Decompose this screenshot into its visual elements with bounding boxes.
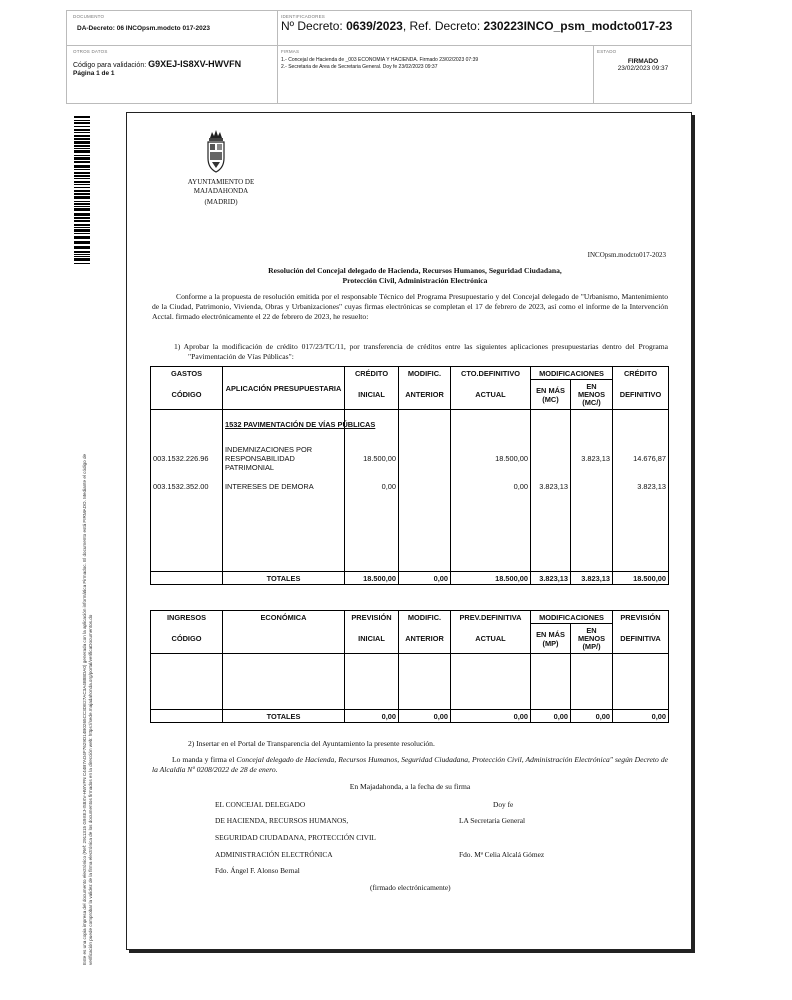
side-verification-text [82, 305, 94, 965]
barcode-stripe [74, 155, 90, 156]
documento-cell [73, 14, 273, 32]
th-en-menos: EN MENOS (MP/) [571, 624, 613, 654]
barcode-stripe [74, 141, 90, 144]
point-1: 1) Aprobar la modificación de crédito 017/23/TC/11, por transferencia de créditos entre las siguientes aplicaciones presupuestarias dentro del Programa "Pavimentación de Vías Públicas": [174, 342, 668, 361]
barcode-stripe [74, 122, 90, 124]
ref-number: 230223INCO_psm_modcto017-23 [483, 19, 673, 33]
barcode-stripe [74, 157, 90, 160]
row-menos: 3.823,13 [571, 440, 613, 478]
barcode-stripe [74, 196, 90, 199]
row-definitivo: 14.676,87 [613, 440, 669, 478]
documento-caption: DOCUMENTO [73, 14, 105, 19]
point-2: 2) Insertar en el Portal de Transparencia del Ayuntamiento la presente resolución. [188, 739, 435, 748]
row-inicial: 0,00 [345, 478, 399, 496]
estado-fecha: 23/02/2023 09:37 [617, 65, 669, 72]
barcode-stripe [74, 201, 90, 202]
th-modific: MODIFIC. [399, 611, 451, 624]
barcode-stripe [74, 184, 90, 185]
barcode-stripe [74, 172, 90, 174]
barcode-stripe [74, 129, 90, 131]
th-codigo: CÓDIGO [151, 624, 223, 654]
otros-caption: OTROS DATOS [73, 49, 108, 54]
th-inicial: INICIAL [345, 624, 399, 654]
title-line-1: Resolución del Concejal delegado de Hacienda, Recursos Humanos, Seguridad Ciudadana, [268, 266, 562, 275]
otros-datos-cell [73, 49, 273, 77]
firma-2: 2.- Secretaria de Area de Secretaria General. Doy fe 23/02/2023 09:37 [281, 64, 438, 70]
barcode-stripe [74, 116, 90, 118]
barcode-stripe [74, 165, 90, 168]
firma-left-5: Fdo. Ángel F. Alonso Bernal [215, 866, 300, 875]
barcode-stripe [74, 251, 90, 253]
pagina-label: Página 1 de 1 [73, 70, 115, 77]
th-credito-2: CRÉDITO [613, 367, 669, 380]
barcode-stripe [74, 254, 90, 255]
section-heading: 1532 PAVIMENTACIÓN DE VÍAS PÚBLICAS [223, 410, 345, 440]
th-aplicacion: APLICACIÓN PRESUPUESTARIA [223, 367, 345, 410]
barcode-stripe [74, 145, 90, 147]
th-definitivo: DEFINITIVO [613, 380, 669, 410]
firma-left-2: DE HACIENDA, RECURSOS HUMANOS, [215, 816, 349, 825]
firmas-caption: FIRMAS [281, 49, 300, 54]
total-menos: 0,00 [571, 710, 613, 723]
barcode-stripe [74, 258, 90, 261]
documento-value: DA-Decreto: 06 INCOpsm.modcto 017-2023 [77, 25, 210, 32]
total-anterior: 0,00 [399, 710, 451, 723]
barcode-stripe [74, 233, 90, 234]
barcode-stripe [74, 187, 90, 188]
ayuntamiento-label [176, 178, 266, 207]
row-aplicacion: INDEMNIZACIONES POR RESPONSABILIDAD PATRIMONIAL [223, 440, 345, 478]
ayuntamiento-line-2: MAJADAHONDA [193, 187, 249, 195]
firma-right-2: LA Secretaria General [459, 816, 526, 825]
th-codigo: CÓDIGO [151, 380, 223, 410]
barcode-stripe [74, 220, 90, 222]
total-definitiva: 0,00 [613, 710, 669, 723]
title-line-2: Protección Civil, Administración Electrónica [342, 276, 488, 285]
th-en-menos: EN MENOS (MC/) [571, 380, 613, 410]
header-divider [67, 45, 691, 46]
firmado-electronicamente: (firmado electrónicamente) [370, 883, 451, 892]
intro-paragraph: Conforme a la propuesta de resolución emitida por el responsable Técnico del Programa Presupuestario y del Concejal delegado de "Urbanismo, Mantenimiento de la Ciudad, Patrimonio, Vivienda, Obras y Urbanizaciones" cuyas firmas electrónicas se completan el 17 de febrero de 2023, así como el informe de la Intervención Acctal. firmado electrónicamente el 22 de febrero de 2023, he resuelto: [152, 292, 668, 321]
identificadores-cell [281, 14, 687, 33]
firma-left-3: SEGURIDAD CIUDADANA, PROTECCIÓN CIVIL [215, 833, 376, 842]
side-text-line-2: verificación puede comprobar la validez de la firma electrónica de los documentos firmados en la dirección web: https://sede.majadahonda.org/portal/verificaDocumentos.do [88, 614, 93, 965]
barcode-stripe [74, 224, 90, 226]
th-ingresos: INGRESOS [151, 611, 223, 624]
coat-of-arms-icon [204, 128, 228, 174]
th-actual: ACTUAL [451, 624, 531, 654]
validacion-prefix: Código para validación: [73, 62, 147, 69]
barcode-stripe [74, 217, 90, 219]
barcode-stripe [74, 246, 90, 249]
estado-caption: ESTADO [597, 49, 617, 54]
total-mas: 0,00 [531, 710, 571, 723]
row-actual: 0,00 [451, 478, 531, 496]
barcode-stripe [74, 132, 90, 133]
th-actual: ACTUAL [451, 380, 531, 410]
barcode [74, 116, 90, 266]
th-economica: ECONÓMICA [223, 611, 345, 624]
barcode-stripe [74, 169, 90, 170]
side-text-line-1: Este es una copia impresa del documento electrónico (Ref: 2911315 G9XEJ-IS8XV-HWVFN C44B7AD4F7629D14B0265CC3DE27AC3A4B88DA0) generada con la aplicación informática Firmadoc. El documento está FIRMADO. Mediante el código de [82, 453, 87, 965]
th-ctodef: CTO.DEFINITIVO [451, 367, 531, 380]
row-actual: 18.500,00 [451, 440, 531, 478]
resolution-title [150, 266, 680, 286]
barcode-stripe [74, 138, 90, 140]
barcode-stripe [74, 148, 90, 149]
barcode-stripe [74, 178, 90, 179]
totales-row [151, 572, 669, 585]
ingresos-table [150, 610, 669, 723]
totales-label: TOTALES [223, 710, 345, 723]
th-en-mas: EN MÁS (MP) [531, 624, 571, 654]
ref-prefix: , Ref. Decreto: [402, 19, 481, 33]
row-menos [571, 478, 613, 496]
th-prevision-2: PREVISIÓN [613, 611, 669, 624]
th-credito: CRÉDITO [345, 367, 399, 380]
barcode-stripe [74, 190, 90, 192]
total-inicial: 0,00 [345, 710, 399, 723]
firma-1: 1.- Concejal de Hacienda de _003 ECONOMIA Y HACIENDA. Firmado 23/02/2023 07:39 [281, 57, 479, 63]
th-prevision: PREVISIÓN [345, 611, 399, 624]
th-modificaciones: MODIFICACIONES [531, 367, 613, 380]
row-inicial: 18.500,00 [345, 440, 399, 478]
barcode-stripe [74, 213, 90, 216]
firmas-cell [281, 49, 591, 71]
firma-left-4: ADMINISTRACIÓN ELECTRÓNICA [215, 850, 333, 859]
firma-right-1: Doy fe [493, 800, 514, 809]
ayuntamiento-line-3: (MADRID) [204, 198, 238, 206]
gastos-table [150, 366, 669, 585]
th-anterior: ANTERIOR [399, 624, 451, 654]
th-modific: MODIFIC. [399, 367, 451, 380]
barcode-stripe [74, 120, 90, 121]
barcode-stripe [74, 193, 90, 195]
barcode-stripe [74, 227, 90, 228]
barcode-stripe [74, 208, 90, 211]
validacion-code: G9XEJ-IS8XV-HWVFN [148, 59, 242, 69]
document-reference: INCOpsm.modcto017-2023 [587, 251, 666, 259]
th-modificaciones: MODIFICACIONES [531, 611, 613, 624]
manda-paragraph [152, 755, 668, 775]
barcode-stripe [74, 135, 90, 137]
table-row [151, 440, 669, 478]
total-actual: 0,00 [451, 710, 531, 723]
header-divider [277, 11, 278, 103]
decreto-number: 0639/2023 [346, 19, 403, 33]
barcode-stripe [74, 206, 90, 207]
row-aplicacion: INTERESES DE DEMORA [223, 478, 345, 496]
th-en-mas: EN MÁS (MC) [531, 380, 571, 410]
row-anterior [399, 440, 451, 478]
total-definitivo: 18.500,00 [613, 572, 669, 585]
barcode-stripe [74, 203, 90, 205]
barcode-stripe [74, 236, 90, 239]
row-definitivo: 3.823,13 [613, 478, 669, 496]
th-definitiva: DEFINITIVA [613, 624, 669, 654]
firma-left-1: EL CONCEJAL DELEGADO [215, 800, 306, 809]
th-gastos: GASTOS [151, 367, 223, 380]
th-prevdef: PREV.DEFINITIVA [451, 611, 531, 624]
manda-prefix: Lo manda y firma el [172, 755, 237, 764]
barcode-stripe [74, 181, 90, 183]
total-menos: 3.823,13 [571, 572, 613, 585]
manda-italic: Concejal delegado de Hacienda, Recursos Humanos, Seguridad Ciudadana, Protección Civil, Administración Electrónica" según Decreto de la Alcaldía Nº 0208/2022 de 28 de enero. [152, 755, 669, 774]
th-anterior: ANTERIOR [399, 380, 451, 410]
ayuntamiento-line-1: AYUNTAMIENTO DE [187, 178, 255, 186]
total-anterior: 0,00 [399, 572, 451, 585]
barcode-stripe [74, 263, 90, 264]
totales-label: TOTALES [223, 572, 345, 585]
fecha-firma: En Majadahonda, a la fecha de su firma [349, 782, 471, 791]
total-mas: 3.823,13 [531, 572, 571, 585]
barcode-stripe [74, 175, 90, 177]
row-mas: 3.823,13 [531, 478, 571, 496]
totales-row [151, 710, 669, 723]
document-header [66, 10, 692, 104]
barcode-stripe [74, 150, 90, 153]
row-codigo: 003.1532.226.96 [151, 440, 223, 478]
identificadores-caption: IDENTIFICADORES [281, 14, 326, 19]
row-mas [531, 440, 571, 478]
barcode-stripe [74, 256, 90, 257]
row-anterior [399, 478, 451, 496]
total-inicial: 18.500,00 [345, 572, 399, 585]
validacion-line [73, 59, 273, 69]
estado-cell [597, 49, 689, 72]
row-codigo: 003.1532.352.00 [151, 478, 223, 496]
firma-right-4: Fdo. Mª Celia Alcalá Gómez [459, 850, 545, 859]
total-actual: 18.500,00 [451, 572, 531, 585]
estado-value: FIRMADO [627, 58, 659, 65]
identificadores-value [281, 19, 687, 33]
header-divider [593, 45, 594, 103]
th-inicial: INICIAL [345, 380, 399, 410]
barcode-stripe [74, 229, 90, 232]
barcode-stripe [74, 161, 90, 163]
barcode-stripe [74, 126, 90, 127]
barcode-stripe [74, 241, 90, 244]
table-row [151, 478, 669, 496]
decreto-prefix: Nº Decreto: [281, 19, 343, 33]
